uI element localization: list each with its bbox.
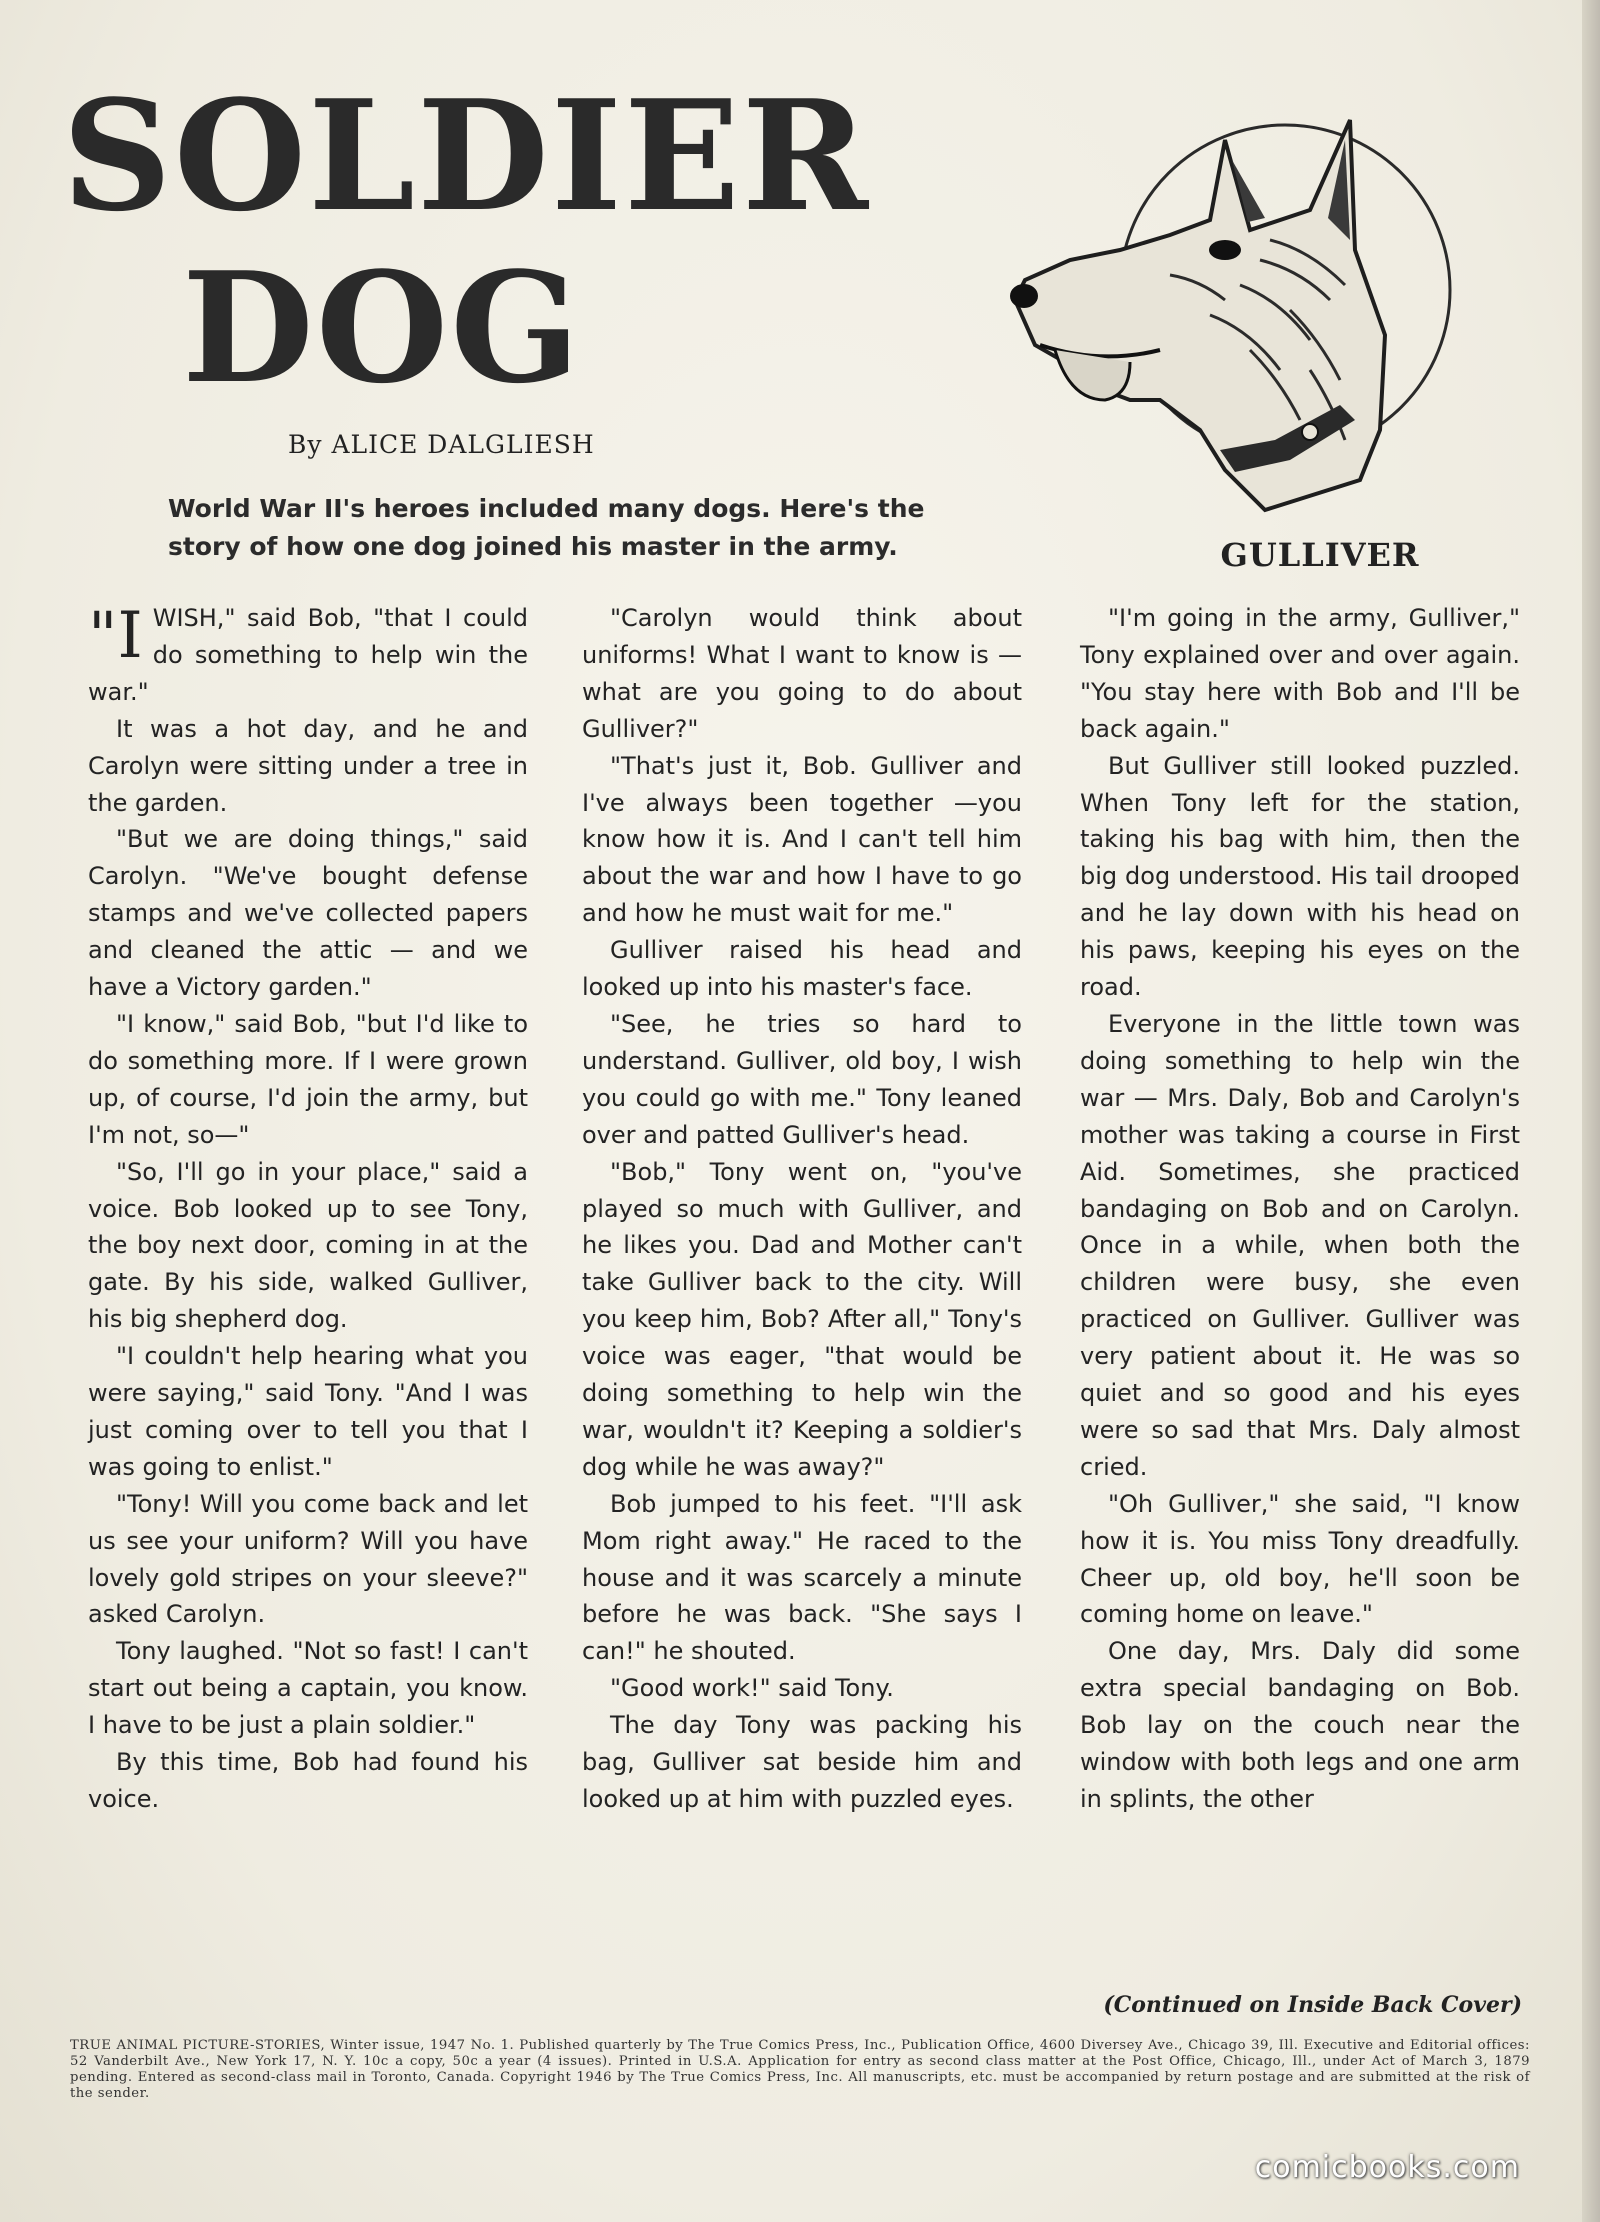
publication-fine-print: TRUE ANIMAL PICTURE-STORIES, Winter issue, 1947 No. 1. Published quarterly by The True Comics Press, Inc., Publication Office, 4600 Diversey Ave., Chicago 39, Ill. Executive and Editorial offices: 52 Vanderbilt Ave., New York 17, N. Y. 10c a copy, 50c a year (4 issues). Printed in U.S.A. Application for entry as second class matter at the Post Office, Chicago, Ill., under Act of March 3, 1879 pending. Entered as second-class mail in Toronto, Canada. Copyright 1946 by The True Comics Press, Inc. All manuscripts, etc. must be accompanied by return postage and are submitted at the risk of the sender. [70, 2038, 1530, 2101]
paragraph: "Good work!" said Tony. [610, 1674, 894, 1703]
paragraph: "See, he tries so hard to understand. Gulliver, old boy, I wish you could go with me." Tony leaned over and patted Gulliver's head. [582, 1009, 1022, 1149]
paragraph: "But we are doing things," said Carolyn. "We've bought defense stamps and we've collected papers and cleaned the attic — and we have a Victory garden." [88, 825, 528, 1002]
title-line-2: DOG [182, 238, 583, 417]
paragraph: "I'm going in the army, Gulliver," Tony explained over and over again. "You stay here with Bob and I'll be back again." [1080, 604, 1520, 743]
page-edge [1582, 0, 1600, 2222]
paragraph: "Bob," Tony went on, "you've played so much with Gulliver, and he likes you. Dad and Mother can't take Gulliver back to the city. Will you keep him, Bob? After all," Tony's voice was eager, "that would be doing something to help win the war, wouldn't it? Keeping a soldier's dog while he was away?" [582, 1157, 1022, 1481]
paragraph: "Oh Gulliver," she said, "I know how it is. You miss Tony dreadfully. Cheer up, old boy, he'll soon be coming home on leave." [1080, 1489, 1520, 1629]
intro-text: World War II's heroes included many dogs. Here's the story of how one dog joined his master in the army. [168, 494, 925, 561]
paragraph: By this time, Bob had found his voice. [88, 1748, 528, 1813]
paragraph: Tony laughed. "Not so fast! I can't start out being a captain, you know. I have to be just a plain soldier." [88, 1637, 528, 1740]
byline: By ALICE DALGLIESH [288, 430, 595, 459]
paragraph: "Tony! Will you come back and let us see your uniform? Will you have lovely gold stripes on your sleeve?" asked Carolyn. [88, 1489, 528, 1629]
dropcap: "I [88, 599, 143, 673]
dog-illustration [1010, 100, 1480, 520]
paragraph: It was a hot day, and he and Carolyn were sitting under a tree in the garden. [88, 714, 528, 817]
paragraph: "I couldn't help hearing what you were saying," said Tony. "And I was just coming over to tell you that I was going to enlist." [88, 1342, 528, 1481]
title-line-1: SOLDIER [62, 66, 871, 245]
continued-note: (Continued on Inside Back Cover) [1103, 1992, 1522, 2018]
paragraph: "Carolyn would think about uniforms! What I want to know is — what are you going to do about Gulliver?" [582, 604, 1022, 743]
story-column-3 [1080, 600, 1520, 1818]
story-column-1 [88, 600, 528, 1818]
paragraph: "That's just it, Bob. Gulliver and I've always been together —you know how it is. And I can't tell him about the war and how I have to go and how he must wait for me." [582, 751, 1022, 928]
paragraph [88, 600, 528, 711]
watermark: comicbooks.com [1254, 2150, 1520, 2185]
paragraph: But Gulliver still looked puzzled. When Tony left for the station, taking his bag with him, then the big dog understood. His tail drooped and he lay down with his head on his paws, keeping his eyes on the road. [1080, 751, 1520, 1002]
paragraph: Bob jumped to his feet. "I'll ask Mom right away." He raced to the house and it was scarcely a minute before he was back. "She says I can!" he shouted. [582, 1489, 1022, 1666]
story-column-2 [582, 600, 1022, 1818]
first-paragraph-text: WISH," said Bob, "that I could do something to help win the war." [88, 604, 528, 706]
image-caption: GULLIVER [1220, 536, 1420, 574]
paragraph: One day, Mrs. Daly did some extra special bandaging on Bob. Bob lay on the couch near the window with both legs and one arm in splints, the other [1080, 1637, 1520, 1813]
paragraph: Gulliver raised his head and looked up into his master's face. [582, 936, 1022, 1002]
paragraph: "I know," said Bob, "but I'd like to do something more. If I were grown up, of course, I'd join the army, but I'm not, so—" [88, 1009, 528, 1149]
paragraph: Everyone in the little town was doing something to help win the war — Mrs. Daly, Bob and Carolyn's mother was taking a course in First Aid. Sometimes, she practiced bandaging on Bob and on Carolyn. Once in a while, when both the children were busy, she even practiced on Gulliver. Gulliver was very patient about it. He was so quiet and so good and his eyes were so sad that Mrs. Daly almost cried. [1080, 1009, 1520, 1481]
paragraph: The day Tony was packing his bag, Gulliver sat beside him and looked up at him with puzzled eyes. [582, 1711, 1022, 1813]
story-title [62, 66, 871, 417]
paragraph: "So, I'll go in your place," said a voice. Bob looked up to see Tony, the boy next door, coming in at the gate. By his side, walked Gulliver, his big shepherd dog. [88, 1157, 528, 1334]
